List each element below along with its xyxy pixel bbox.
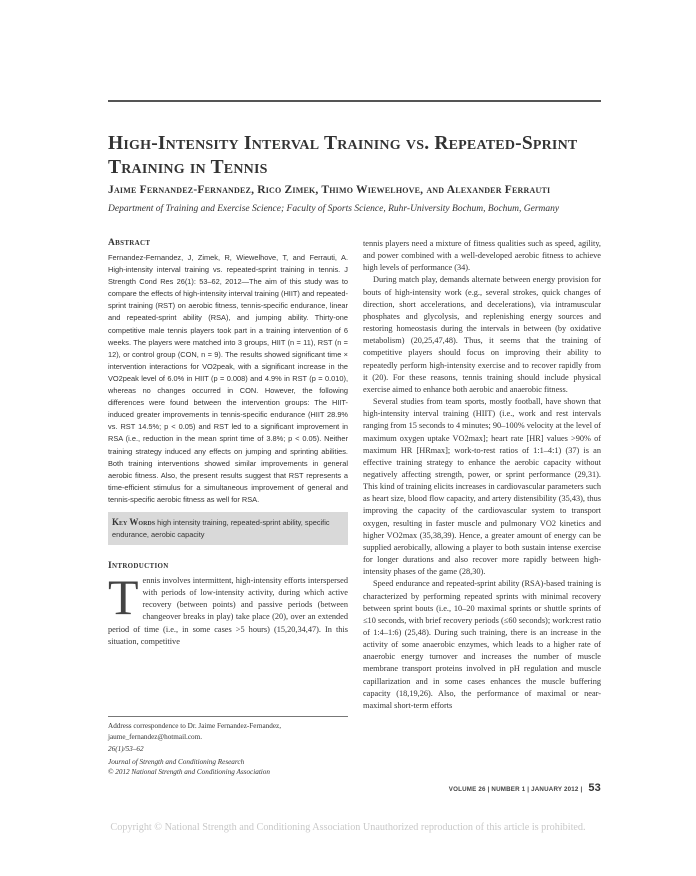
paragraph: During match play, demands alternate between energy provision for bouts of high-intensity work (e.g., several strokes, quick changes of direction, short accelerations, and decelerations), via intramuscular phosphates and glycolysis, and replenishing energy sources and restoring homeostasis during the intervals in between (by oxidative metabolism) (20,25,47,48). Thus, it seems that the training of competitive players should focus on improving their ability to repeatedly perform high-intensity exercise and to recover rapidly from it (20). For these reasons, tennis training should include physical exercise aimed to enhance both aerobic and anaerobic fitness. [363, 275, 601, 394]
drop-cap: T [108, 568, 139, 625]
header-rule [108, 100, 601, 102]
copyright-note: © 2012 National Strength and Conditioning Association [108, 768, 270, 776]
issue-note: 26(1)/53–62 [108, 745, 144, 753]
footnotes [108, 721, 348, 778]
page-footer: VOLUME 26 | NUMBER 1 | JANUARY 2012 | 53 [448, 782, 601, 794]
copyright-watermark: Copyright © National Strength and Conditioning Association Unauthorized reproduction of this article is prohibited. [110, 822, 586, 833]
paragraph: Speed endurance and repeated-sprint ability (RSA)-based training is characterized by performing repeated sprints with minimal recovery between sprint bouts (i.e., 10–20 maximal sprints or shuttle sprints of ≤10 seconds, with brief recovery periods (≤60 seconds); work:rest ratio of 1:4–1:6) (25,48). During such training, there is an increase in the activity of some anaerobic enzymes, which leads to a higher rate of anaerobic energy turnover and increases the number of muscle membrane transport proteins involved in pH regulation and muscle capillarization and in some cases enhances the muscle buffering capacity (18,19,26). Also, the performance of maximal or near-maximal short-term efforts [363, 579, 601, 710]
footnote-rule [108, 716, 348, 717]
article-title: High-Intensity Interval Training vs. Repeated-Sprint Training in Tennis [108, 133, 578, 178]
author-list: Jaime Fernandez-Fernandez, Rico Zimek, Thimo Wiewelhove, and Alexander Ferrauti [108, 184, 551, 196]
affiliation: Department of Training and Exercise Science; Faculty of Sports Science, Ruhr-University Bochum, Bochum, Germany [108, 204, 560, 214]
right-column [363, 238, 601, 712]
paragraph: tennis players need a mixture of fitness qualities such as speed, agility, and power combined with a well-developed aerobic fitness to achieve high levels of performance (34). [363, 239, 601, 273]
abstract-heading: Abstract [108, 238, 151, 248]
introduction-body: ennis involves intermittent, high-intensity efforts interspersed with periods of low-intensity activity, during which active recovery (between points) and passive periods (between changeover breaks in play) take place (20), over an extended period of time (i.e., in some cases >5 hours) (15,20,34,47). In this situation, competitive [108, 575, 348, 646]
journal-note: Journal of Strength and Conditioning Research [108, 757, 245, 766]
date-label: JANUARY 2012 [531, 786, 579, 793]
volume-label: VOLUME 26 [448, 786, 486, 793]
keywords-label: Key Words [112, 516, 156, 527]
introduction-text [108, 568, 348, 648]
correspondence-note: Address correspondence to Dr. Jaime Fernandez-Fernandez, jaume_fernandez@hotmail.com. [108, 722, 282, 741]
left-column [108, 238, 348, 648]
number-label: NUMBER 1 [491, 786, 526, 793]
keywords-text: high intensity training, repeated-sprint ability, specific endurance, aerobic capacity [112, 517, 330, 539]
introduction-heading: Introduction [108, 560, 169, 571]
abstract-text: Fernandez-Fernandez, J, Zimek, R, Wiewelhove, T, and Ferrauti, A. High-intensity interval training vs. repeated-sprint training in tennis. J Strength Cond Res 26(1): 53–62, 2012—The aim of this study was to compare the effects of high-intensity interval training (HIIT) and repeated-sprint training (RST) on aerobic fitness, tennis-specific endurance, linear and repeated-sprint ability (RSA), and jumping ability. Thirty-one competitive male tennis players took part in a training intervention of 6 weeks. The players were matched into 3 groups, HIIT (n = 11), RST (n = 12), or control group (CON, n = 9). The results showed significant time × intervention interactions for VO2peak, with a significant increase in the VO2peak level of 6.0% in HIIT (p = 0.008) and 4.9% in RST (p = 0.010), whereas no changes occurred in CON. However, the following differences were found between the intervention groups: The HIIT-induced greater improvements in tennis-specific endurance (HIIT 28.9% vs. RST 14.5%; p < 0.05) and RST led to a significant improvement in RSA (i.e., reduction in the mean sprint time of 3.8%; p < 0.05). Neither training strategy induced any effects on jumping and sprinting abilities. Both training interventions showed similar improvements in general aerobic fitness. Also, the present results suggest that RST represents a time-efficient stimulus for a simultaneous improvement of general and tennis-specific aerobic fitness as well for RSA. [108, 253, 348, 504]
paragraph: Several studies from team sports, mostly football, have shown that high-intensity interval training (HIIT) (i.e., work and rest intervals ranging from 15 seconds to 4 minutes; 90–100% velocity at the level of maximum oxygen uptake VO2max]; heart rate [HR] values >90% of maximum HR [HRmax]; work-to-rest ratios of 1:1–4:1) (37) is an effective training strategy to enhance the aerobic capacity without negatively affecting strength, power, or sprint performance (29,31). This kind of training elicits increases in cardiovascular parameters such as heart size, blood flow capacity, and artery distensibility (35,43), thus improving the capacity of the cardiovascular system to transport oxygen, resulting in faster muscle and pulmonary VO2 kinetics and higher VO2max (35,38,39). Hence, a greater amount of energy can be supplied aerobically, allowing a player to both sustain intense exercise for longer durations and also recover more rapidly between high-intensity phases of the game (28,30). [363, 397, 601, 577]
keywords-box [108, 512, 348, 545]
page-number: 53 [588, 782, 601, 794]
